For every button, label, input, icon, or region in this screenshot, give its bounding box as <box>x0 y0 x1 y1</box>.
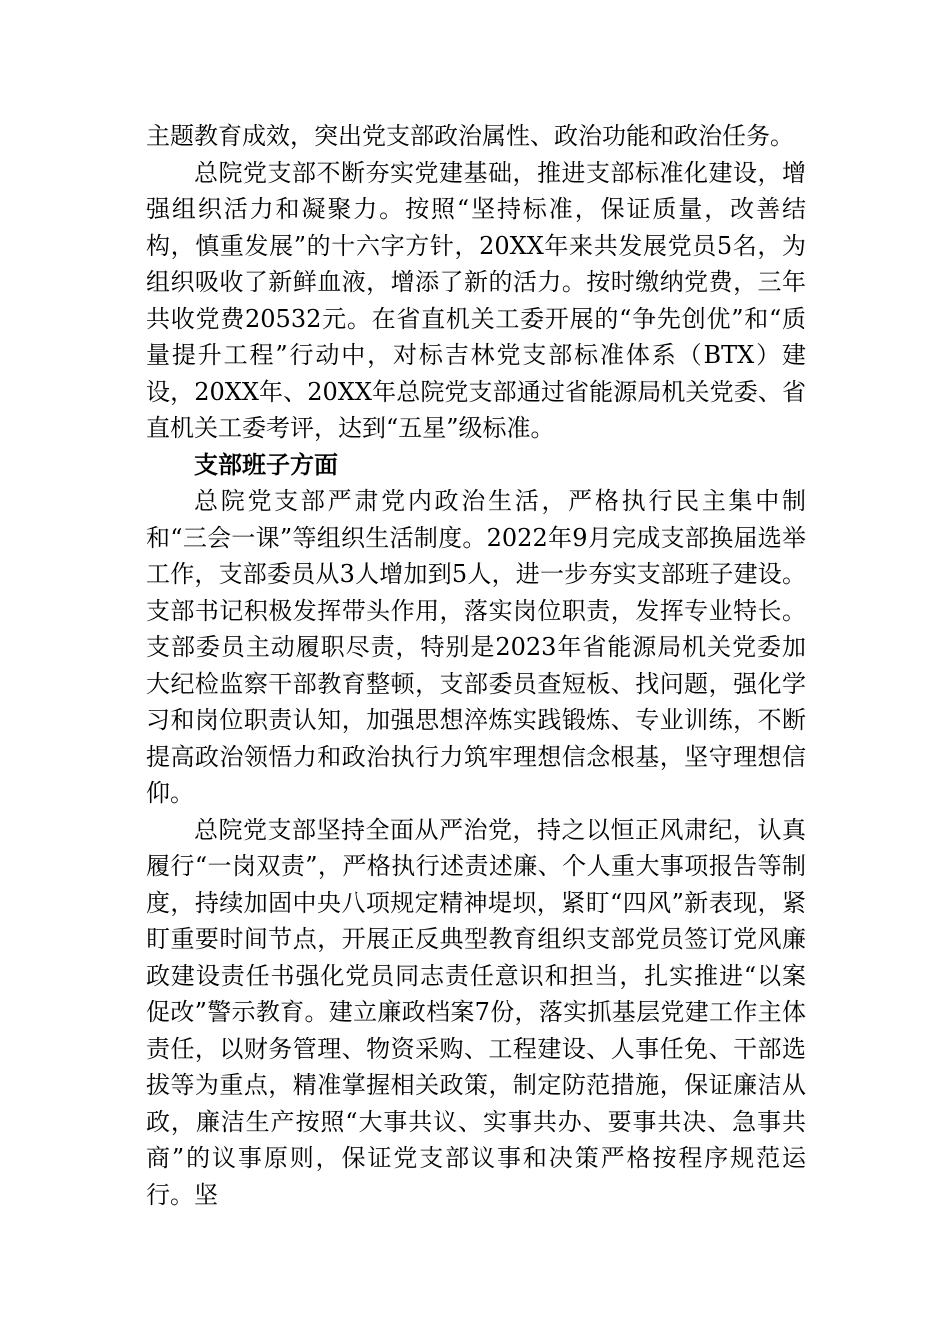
paragraph-branch-team: 总院党支部严肃党内政治生活，严格执行民主集中制和“三会一课”等组织生活制度。2022年9月完成支部换届选举工作，支部委员从3人增加到5人，进一步夯实支部班子建设。支部书记积极发挥带头作用，落实岗位职责，发挥专业特长。支部委员主动履职尽责，特别是2023年省能源局机关党委加大纪检监察干部教育整顿，支部委员查短板、找问题，强化学习和岗位职责认知，加强思想淬炼实践锻炼、专业训练，不断提高政治领悟力和政治执行力筑牢理想信念根基，坚守理想信仰。 <box>146 487 806 807</box>
paragraph-discipline: 总院党支部坚持全面从严治党，持之以恒正风肃纪，认真履行“一岗双责”，严格执行述责述廉、个人重大事项报告等制度，持续加固中央八项规定精神堤坝，紧盯“四风”新表现，紧盯重要时间节点，开展正反典型教育组织支部党员签订党风廉政建设责任书强化党员同志责任意识和担当，扎实推进“以案促改”警示教育。建立廉政档案7份，落实抓基层党建工作主体责任，以财务管理、物资采购、工程建设、人事任免、干部选拔等为重点，精准掌握相关政策，制定防范措施，保证廉洁从政，廉洁生产按照“大事共议、实事共办、要事共决、急事共商”的议事原则，保证党支部议事和决策严格按程序规范运行。坚 <box>146 815 806 1209</box>
section-heading-branch-team: 支部班子方面 <box>194 449 338 479</box>
paragraph-continuation: 主题教育成效，突出党支部政治属性、政治功能和政治任务。 <box>146 122 794 150</box>
paragraph-party-building: 总院党支部不断夯实党建基础，推进支部标准化建设，增强组织活力和凝聚力。按照“坚持标准，保证质量，改善结构，慎重发展”的十六字方针，20XX年来共发展党员5名，为组织吸收了新鲜血液，增添了新的活力。按时缴纳党费，三年共收党费20532元。在省直机关工委开展的“争先创优”和“质量提升工程”行动中，对标吉林党支部标准体系（BTX）建设，20XX年、20XX年总院党支部通过省能源局机关党委、省直机关工委考评，达到“五星”级标准。 <box>146 158 806 442</box>
document-body <box>146 118 806 1213</box>
